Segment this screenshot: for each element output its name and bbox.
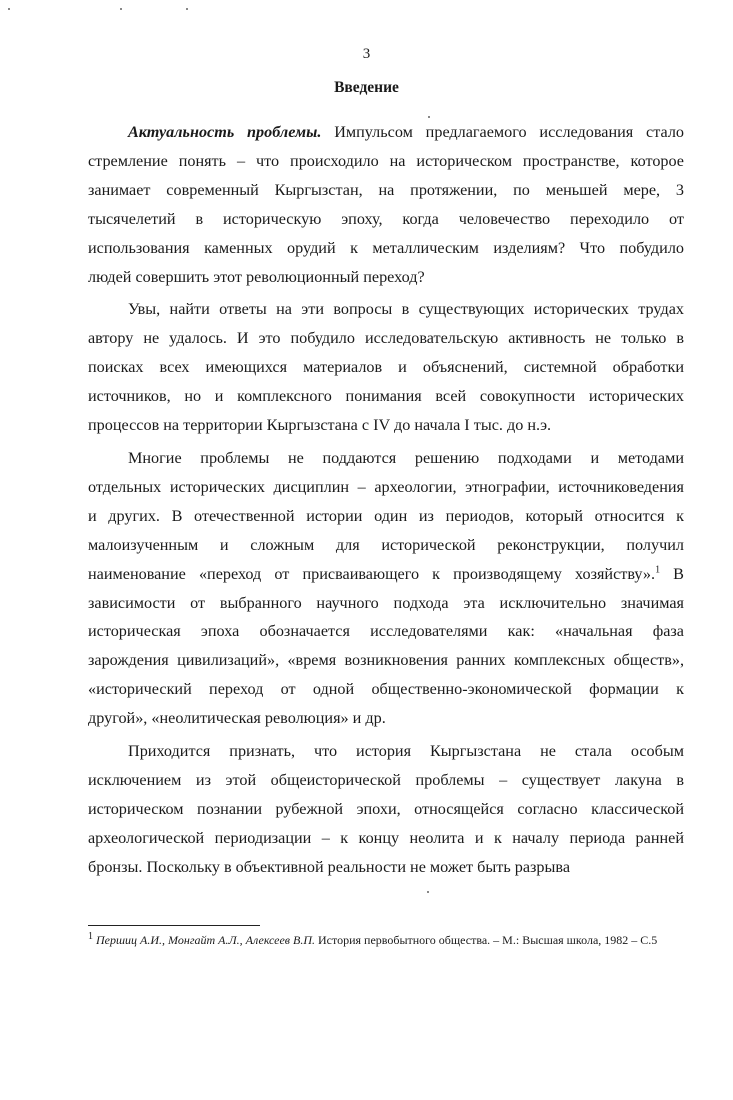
text-line — [88, 411, 684, 440]
line-text: зависимости от выбранного научного подхода эта исключительно значимая — [88, 593, 684, 612]
text-line — [88, 646, 684, 675]
text-line — [88, 382, 684, 411]
text-line — [88, 531, 684, 560]
line-text: исключением из этой общеисторической проблемы – существует лакуна в — [88, 770, 684, 789]
text-line — [88, 704, 684, 733]
text-line — [88, 795, 684, 824]
scan-speck — [186, 8, 188, 10]
line-text: малоизученным и сложным для исторической реконструкции, получил — [88, 535, 684, 554]
text-line — [88, 353, 684, 382]
text-line — [88, 473, 684, 502]
text-line — [88, 675, 684, 704]
page-title: Введение — [334, 79, 399, 96]
line-text: Многие проблемы не поддаются решению подходами и методами — [128, 448, 684, 467]
body-text — [88, 118, 684, 882]
text-line — [88, 263, 684, 292]
line-text: бронзы. Поскольку в объективной реальности не может быть разрыва — [88, 857, 571, 876]
text-line — [88, 737, 684, 766]
text-line — [88, 176, 684, 205]
footnote-divider — [88, 925, 260, 926]
line-text: и других. В отечественной истории один из периодов, который относится к — [88, 506, 684, 525]
line-text: источников, но и комплексного понимания всей совокупности исторических — [88, 387, 684, 406]
scan-speck — [427, 891, 429, 893]
scan-speck — [428, 116, 430, 118]
text-line — [88, 295, 684, 324]
line-text: археологической периодизации – к концу неолита и к началу периода ранней — [88, 828, 684, 847]
line-text: наименование «переход от присваивающего к производящему хозяйству». — [88, 564, 656, 583]
line-text: Импульсом предлагаемого исследования стало — [321, 123, 684, 141]
line-text: процессов на территории Кыргызстана с IV до начала I тыс. до н.э. — [88, 416, 552, 435]
text-line — [88, 853, 684, 882]
text-line — [88, 560, 684, 589]
text-line — [88, 147, 684, 176]
text-line — [88, 205, 684, 234]
text-line — [88, 444, 684, 473]
footnote-marker: 1 — [88, 931, 93, 942]
text-line — [88, 824, 684, 853]
line-text-after: В — [660, 564, 684, 583]
lead-in-heading: Актуальность проблемы. — [128, 123, 322, 141]
line-text: поисках всех имеющихся материалов и объяснений, системной обработки — [88, 358, 684, 377]
footnote-text: История первобытного общества. – М.: Высшая школа, 1982 – С.5 — [315, 933, 658, 947]
line-text: Увы, найти ответы на эти вопросы в существующих исторических трудах — [128, 300, 684, 319]
line-text: автору не удалось. И это побудило исследовательскую активность не только в — [88, 329, 684, 348]
footnote-authors: Першиц А.И., Монгайт А.Л., Алексеев В.П. — [96, 933, 315, 947]
text-line — [88, 234, 684, 263]
text-line — [88, 118, 684, 147]
text-line — [88, 617, 684, 646]
line-text: «исторический переход от одной общественно-экономической формации к — [88, 680, 684, 699]
scan-speck — [120, 8, 122, 10]
line-text: другой», «неолитическая революция» и др. — [88, 709, 386, 728]
scan-speck — [8, 8, 10, 10]
line-text: людей совершить этот революционный переход? — [88, 267, 425, 286]
line-text: стремление понять – что происходило на историческом пространстве, которое — [88, 151, 684, 170]
footnote-reference: 1 — [655, 564, 661, 576]
line-text: отдельных исторических дисциплин – археологии, этнографии, источниковедения — [88, 477, 684, 496]
line-text: зарождения цивилизаций», «время возникновения ранних комплексных обществ», — [88, 651, 684, 670]
line-text: Приходится признать, что история Кыргызстана не стала особым — [128, 742, 684, 761]
line-text: историческом познании рубежной эпохи, относящейся согласно классической — [88, 799, 684, 818]
text-line — [88, 589, 684, 618]
text-line — [88, 766, 684, 795]
line-text: использования каменных орудий к металлическим изделиям? Что побудило — [88, 238, 684, 257]
text-line — [88, 502, 684, 531]
page-number: 3 — [362, 46, 371, 62]
line-text: тысячелетий в историческую эпоху, когда человечество переходило от — [88, 209, 684, 228]
text-line — [88, 324, 684, 353]
line-text: историческая эпоха обозначается исследователями как: «начальная фаза — [88, 622, 684, 641]
footnote — [88, 933, 708, 948]
line-text: занимает современный Кыргызстан, на протяжении, по меньшей мере, 3 — [88, 180, 684, 199]
